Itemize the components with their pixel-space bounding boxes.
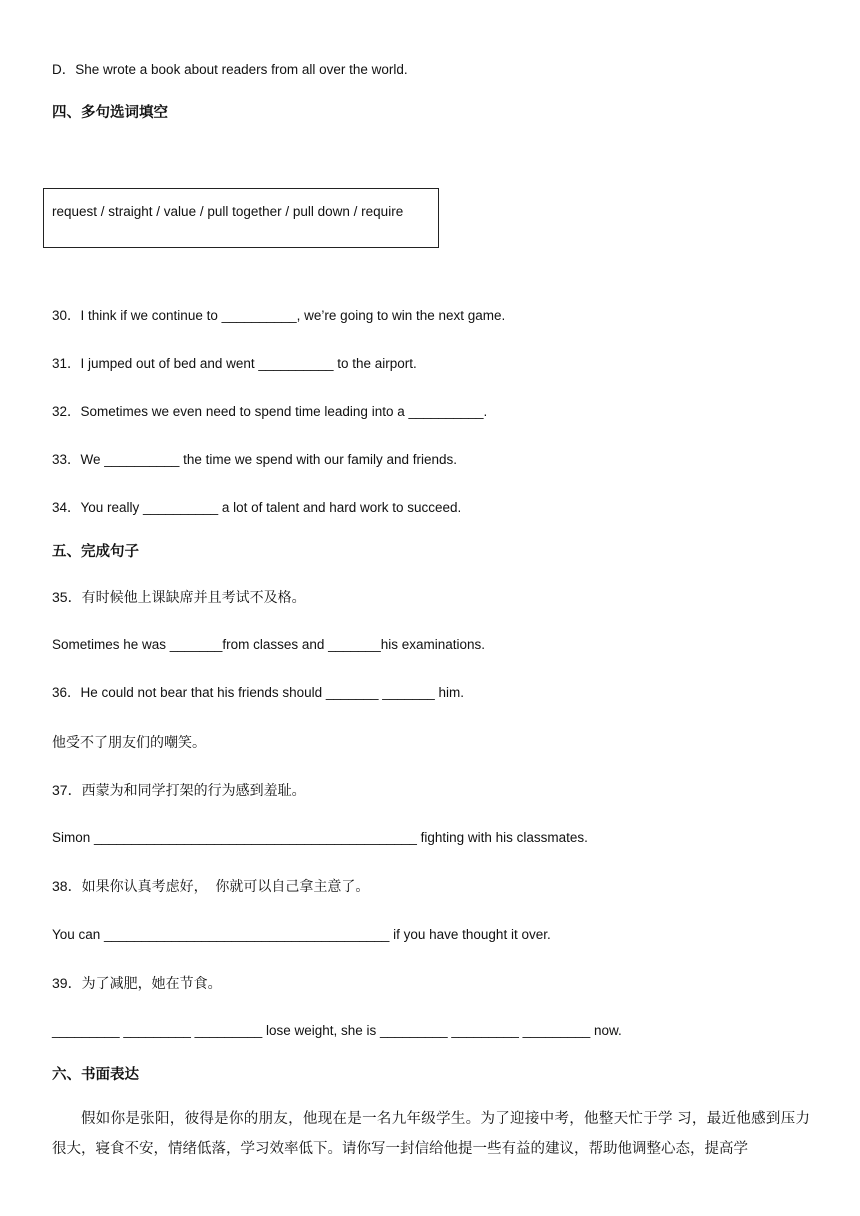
question-39-english: _________ _________ _________ lose weight, she is _________ _________ _________ now.: [52, 1023, 622, 1038]
question-34: 34．You really __________ a lot of talent and hard work to succeed.: [52, 500, 462, 515]
word-box: [43, 188, 439, 248]
question-38-english: You can ______________________________________ if you have thought it over.: [52, 927, 551, 942]
word-box-text: request / straight / value / pull together / pull down / require: [52, 204, 404, 219]
section5-heading: 五、完成句子: [52, 544, 139, 560]
question-37-chinese: 37．西蒙为和同学打架的行为感到羞耻。: [52, 782, 306, 798]
question-32: 32．Sometimes we even need to spend time leading into a __________.: [52, 404, 488, 419]
question-33: 33．We __________ the time we spend with our family and friends.: [52, 452, 457, 467]
section6-heading: 六、书面表达: [52, 1067, 139, 1083]
question-35-english: Sometimes he was _______from classes and _______his examinations.: [52, 637, 486, 652]
question-38-chinese: 38．如果你认真考虑好， 你就可以自己拿主意了。: [52, 878, 370, 894]
question-31: 31．I jumped out of bed and went __________ to the airport.: [52, 356, 417, 371]
q29-option-d: D．She wrote a book about readers from all over the world.: [52, 62, 408, 77]
question-36-chinese: 他受不了朋友们的嘲笑。: [52, 734, 206, 750]
question-37-english: Simon ___________________________________________ fighting with his classmates.: [52, 830, 588, 845]
section4-heading: 四、多句选词填空: [52, 105, 168, 121]
question-39-chinese: 39．为了减肥，她在节食。: [52, 975, 222, 991]
question-30: 30．I think if we continue to __________, we’re going to win the next game.: [52, 308, 506, 323]
question-35-chinese: 35．有时候他上课缺席并且考试不及格。: [52, 589, 306, 605]
writing-prompt: 假如你是张阳，彼得是你的朋友，他现在是一名九年级学生。为了迎接中考，他整天忙于学 习，最近他感到压力很大，寝食不安，情绪低落，学习效率低下。请你写一封信给他提一些有益的建议，帮助他调整心态，提高学: [52, 1111, 810, 1157]
question-36-english: 36．He could not bear that his friends should _______ _______ him.: [52, 685, 465, 700]
